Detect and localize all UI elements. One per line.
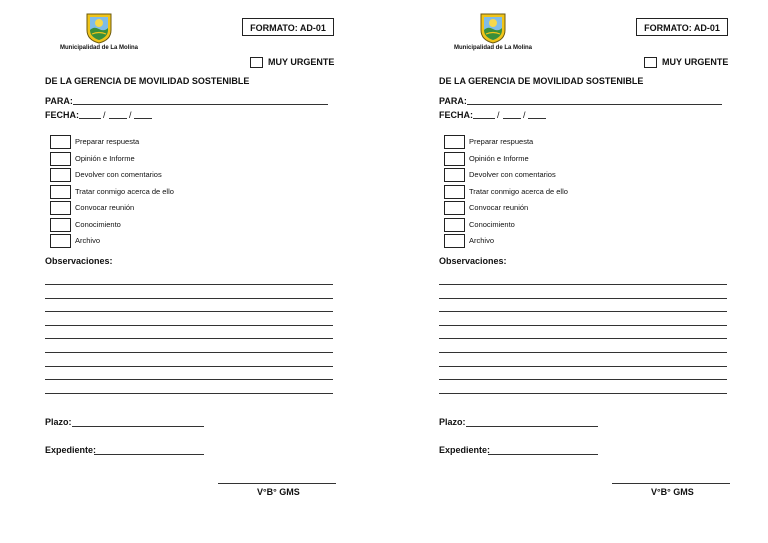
observaciones-line[interactable] [439, 379, 727, 380]
checklist-label: Devolver con comentarios [75, 170, 162, 179]
fecha-slash: / [497, 110, 500, 120]
checklist-checkbox[interactable] [50, 201, 71, 215]
para-line[interactable] [73, 104, 328, 105]
checklist-label: Tratar conmigo acerca de ello [75, 186, 174, 196]
checklist-label: Convocar reunión [469, 203, 529, 212]
fecha-day-line[interactable] [473, 118, 495, 119]
observaciones-label: Observaciones: [439, 256, 507, 266]
observaciones-line[interactable] [439, 393, 727, 394]
signature-label: V°B° GMS [257, 487, 300, 497]
observaciones-line[interactable] [439, 298, 727, 299]
fecha-label: FECHA: [439, 110, 473, 120]
observaciones-line[interactable] [45, 352, 333, 353]
format-code-box: FORMATO: AD-01 [242, 18, 334, 36]
observaciones-line[interactable] [45, 298, 333, 299]
observaciones-line[interactable] [439, 352, 727, 353]
checklist-checkbox[interactable] [444, 135, 465, 149]
checklist-checkbox[interactable] [444, 234, 465, 248]
observaciones-line[interactable] [439, 366, 727, 367]
checklist-checkbox[interactable] [50, 185, 71, 199]
municipal-crest-icon [478, 12, 508, 44]
observaciones-line[interactable] [439, 325, 727, 326]
plazo-line[interactable] [466, 426, 598, 427]
fecha-year-line[interactable] [528, 118, 546, 119]
observaciones-line[interactable] [45, 311, 333, 312]
checklist-checkbox[interactable] [444, 185, 465, 199]
fecha-slash: / [103, 110, 106, 120]
checklist-label: Conocimiento [469, 219, 515, 229]
observaciones-line[interactable] [439, 338, 727, 339]
checklist-label: Preparar respuesta [469, 137, 534, 146]
observaciones-line[interactable] [45, 284, 333, 285]
signature-line[interactable] [612, 483, 730, 484]
fecha-month-line[interactable] [503, 118, 521, 119]
observaciones-line[interactable] [45, 366, 333, 367]
observaciones-line[interactable] [45, 393, 333, 394]
para-label: PARA: [439, 96, 467, 106]
checklist-checkbox[interactable] [444, 168, 465, 182]
fecha-slash: / [129, 110, 132, 120]
memo-form-right [394, 0, 768, 543]
checklist-checkbox[interactable] [444, 152, 465, 166]
fecha-slash: / [523, 110, 526, 120]
fecha-label: FECHA: [45, 110, 79, 120]
municipal-crest-icon [84, 12, 114, 44]
observaciones-line[interactable] [45, 338, 333, 339]
from-department: DE LA GERENCIA DE MOVILIDAD SOSTENIBLE [439, 76, 644, 86]
plazo-label: Plazo: [45, 417, 72, 427]
checklist-label: Opinión e Informe [469, 153, 529, 163]
fecha-month-line[interactable] [109, 118, 127, 119]
format-code-box: FORMATO: AD-01 [636, 18, 728, 36]
plazo-label: Plazo: [439, 417, 466, 427]
signature-line[interactable] [218, 483, 336, 484]
para-label: PARA: [45, 96, 73, 106]
expediente-line[interactable] [488, 454, 598, 455]
para-line[interactable] [467, 104, 722, 105]
from-department: DE LA GERENCIA DE MOVILIDAD SOSTENIBLE [45, 76, 250, 86]
checklist-checkbox[interactable] [444, 218, 465, 232]
urgent-label: MUY URGENTE [268, 57, 335, 67]
checklist-label: Archivo [75, 236, 101, 245]
expediente-label: Expediente: [45, 445, 97, 455]
signature-label: V°B° GMS [651, 487, 694, 497]
observaciones-label: Observaciones: [45, 256, 113, 266]
urgent-label: MUY URGENTE [662, 57, 729, 67]
fecha-day-line[interactable] [79, 118, 101, 119]
expediente-label: Expediente: [439, 445, 491, 455]
urgent-checkbox[interactable] [644, 57, 657, 68]
fecha-year-line[interactable] [134, 118, 152, 119]
checklist-label: Preparar respuesta [75, 137, 140, 146]
urgent-checkbox[interactable] [250, 57, 263, 68]
plazo-line[interactable] [72, 426, 204, 427]
checklist-label: Tratar conmigo acerca de ello [469, 186, 568, 196]
checklist-label: Opinión e Informe [75, 153, 135, 163]
checklist-checkbox[interactable] [444, 201, 465, 215]
checklist-label: Archivo [469, 236, 495, 245]
observaciones-line[interactable] [439, 311, 727, 312]
municipality-name: Municipalidad de La Molina [454, 45, 533, 51]
observaciones-line[interactable] [439, 284, 727, 285]
checklist-label: Devolver con comentarios [469, 170, 556, 179]
municipality-name: Municipalidad de La Molina [60, 45, 139, 51]
checklist-label: Convocar reunión [75, 203, 135, 212]
expediente-line[interactable] [94, 454, 204, 455]
checklist-checkbox[interactable] [50, 168, 71, 182]
observaciones-line[interactable] [45, 379, 333, 380]
checklist-checkbox[interactable] [50, 234, 71, 248]
checklist-label: Conocimiento [75, 219, 121, 229]
checklist-checkbox[interactable] [50, 135, 71, 149]
checklist-checkbox[interactable] [50, 218, 71, 232]
observaciones-line[interactable] [45, 325, 333, 326]
checklist-checkbox[interactable] [50, 152, 71, 166]
